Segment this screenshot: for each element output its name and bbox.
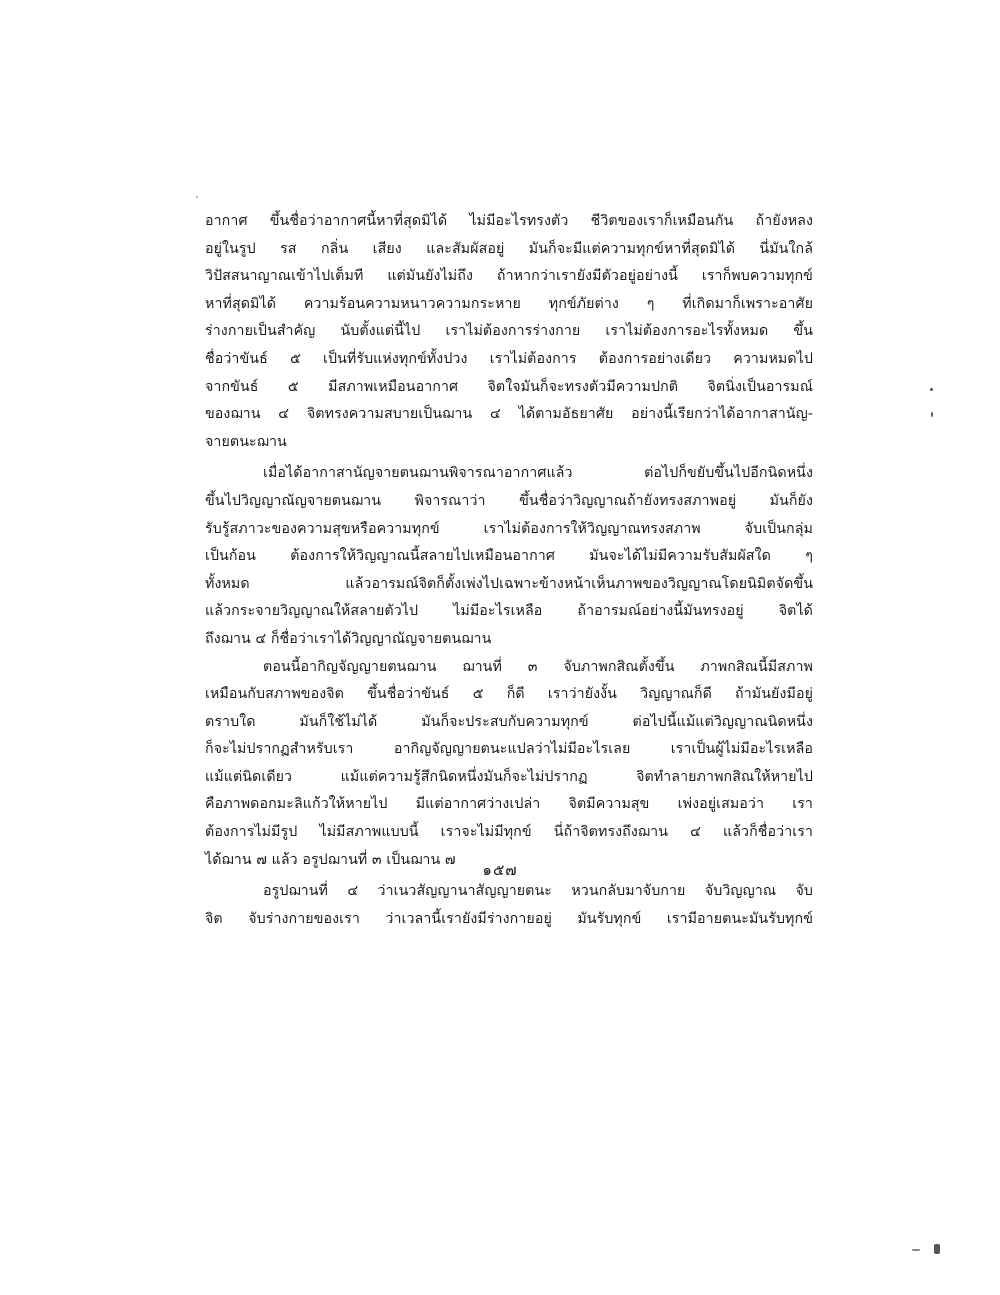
- text-line: จายตนะฌาน: [205, 433, 287, 450]
- text-line: แม้แต่นิดเดียว แม้แต่ความรู้สึกนิดหนึ่งมันก็จะไม่ปรากฏ จิตทำลายภาพกสิณให้หายไป: [205, 768, 813, 785]
- text-line: ชื่อว่าขันธ์ ๕ เป็นที่รับแห่งทุกข์ทั้งปวง เราไม่ต้องการ ต้องการอย่างเดียว ความหมดไป: [205, 350, 813, 367]
- text-line: แล้วกระจายวิญญาณให้สลายตัวไป ไม่มีอะไรเหลือ ถ้าอารมณ์อย่างนี้มันทรงอยู่ จิตได้: [205, 603, 813, 620]
- text-line: หาที่สุดมิได้ ความร้อนความหนาวความกระหาย ทุกข์ภัยต่าง ๆ ที่เกิดมาก็เพราะอาศัย: [205, 295, 813, 312]
- body-text: [205, 208, 813, 933]
- text-line: เหมือนกับสภาพของจิต ขึ้นชื่อว่าขันธ์ ๕ ก็ดี เราว่ายังงั้น วิญญาณก็ดี ถ้ามันยังมีอยู่: [205, 686, 813, 703]
- text-line: อยู่ในรูป รส กลิ่น เสียง และสัมผัสอยู่ มันก็จะมีแต่ความทุกข์หาที่สุดมิได้ นี่มันใกล้: [205, 240, 813, 257]
- text-line: ขึ้นไปวิญญาณัญจายตนฌาน พิจารณาว่า ขึ้นชื่อว่าวิญญาณถ้ายังทรงสภาพอยู่ มันก็ยัง: [205, 492, 813, 509]
- text-line: วิปัสสนาญาณเข้าไปเต็มที แต่มันยังไม่ถึง ถ้าหากว่าเรายังมีตัวอยู่อย่างนี้ เราก็พบความทุกข์: [205, 268, 813, 285]
- scan-speck: [930, 388, 933, 391]
- paragraph-first-line: ตอนนี้อากิญจัญญายตนฌาน ฌานที่ ๓ จับภาพกสิณตั้งขึ้น ภาพกสิณนี้มีสภาพ: [263, 658, 813, 675]
- text-line: ได้ฌาน ๗ แล้ว อรูปฌานที่ ๓ เป็นฌาน ๗: [205, 851, 456, 868]
- text-line: อากาศ ขึ้นชื่อว่าอากาศนี้หาที่สุดมิได้ ไม่มีอะไรทรงตัว ชีวิตของเราก็เหมือนกัน ถ้ายังหลง: [205, 213, 813, 229]
- scan-speck: [934, 1244, 940, 1254]
- text-line: จากขันธ์ ๕ มีสภาพเหมือนอากาศ จิตใจมันก็จะทรงตัวมีความปกติ จิตนิ่งเป็นอารมณ์: [205, 378, 813, 395]
- paragraph-first-line: เมื่อได้อากาสานัญจายตนฌานพิจารณาอากาศแล้ว ต่อไปก็ขยับขึ้นไปอีกนิดหนึ่ง: [263, 465, 813, 482]
- text-line: ทั้งหมด แล้วอารมณ์จิตก็ตั้งเพ่งไปเฉพาะข้างหน้าเห็นภาพของวิญญาณโดยนิมิตจัดขึ้น: [205, 575, 813, 592]
- page-number: ๑๕๗: [482, 861, 518, 879]
- text-line: ร่างกายเป็นสำคัญ นับตั้งแต่นี้ไป เราไม่ต้องการร่างกาย เราไม่ต้องการอะไรทั้งหมด ขึ้น: [205, 323, 813, 340]
- text-line: ถึงฌาน ๔ ก็ชื่อว่าเราได้วิญญาณัญจายตนฌาน: [205, 630, 492, 647]
- paragraph-first-line: อรูปฌานที่ ๔ ว่าเนวสัญญานาสัญญายตนะ หวนกลับมาจับกาย จับวิญญาณ จับ: [263, 883, 813, 900]
- scan-speck: [196, 196, 198, 198]
- text-line: รับรู้สภาวะของความสุขหรือความทุกข์ เราไม่ต้องการให้วิญญาณทรงสภาพ จับเป็นกลุ่ม: [205, 520, 813, 537]
- text-line: จิต จับร่างกายของเรา ว่าเวลานี้เรายังมีร่างกายอยู่ มันรับทุกข์ เรามีอายตนะมันรับทุกข์: [205, 910, 813, 927]
- text-line: ของฌาน ๔ จิตทรงความสบายเป็นฌาน ๔ ได้ตามอัธยาศัย อย่างนี้เรียกว่าได้อากาสานัญ-: [205, 406, 813, 423]
- text-line: คือภาพดอกมะลิแก้วให้หายไป มีแต่อากาศว่างเปล่า จิตมีความสุข เพ่งอยู่เสมอว่า เรา: [205, 796, 813, 813]
- text-line: ต้องการไม่มีรูป ไม่มีสภาพแบบนี้ เราจะไม่มีทุกข์ นี่ถ้าจิตทรงถึงฌาน ๔ แล้วก็ชื่อว่าเรา: [205, 824, 813, 841]
- text-line: ก็จะไม่ปรากฏสำหรับเรา อากิญจัญญายตนะแปลว่าไม่มีอะไรเลย เราเป็นผู้ไม่มีอะไรเหลือ: [205, 741, 813, 758]
- scan-speck: [931, 412, 933, 417]
- text-line: ตราบใด มันก็ใช้ไม่ได้ มันก็จะประสบกับความทุกข์ ต่อไปนี้แม้แต่วิญญาณนิดหนึ่ง: [205, 713, 813, 730]
- text-line: เป็นก้อน ต้องการให้วิญญาณนี้สลายไปเหมือนอากาศ มันจะได้ไม่มีความรับสัมผัสใด ๆ: [205, 548, 813, 565]
- scan-speck: [912, 1249, 920, 1251]
